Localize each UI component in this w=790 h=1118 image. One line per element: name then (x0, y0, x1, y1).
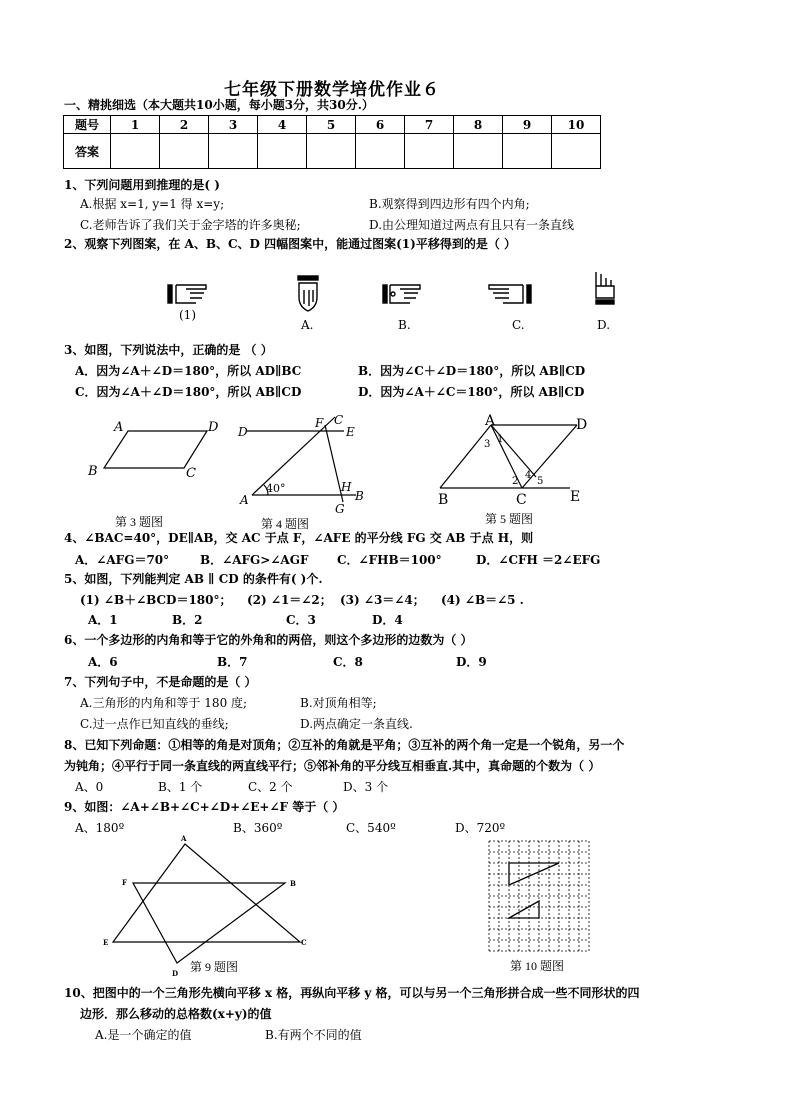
answer-cell[interactable] (552, 134, 601, 169)
question-5-condition-4: (4) ∠B＝∠5 . (441, 593, 524, 607)
label-option-c: C. (512, 318, 525, 332)
question-1-stem: 1、下列问题用到推理的是( ) (64, 178, 220, 192)
question-2-figures (0, 260, 790, 340)
pattern-b-hand-icon (383, 285, 420, 303)
fig5-angle-3: 3 (484, 439, 491, 450)
fig9-label-b: B (290, 879, 296, 888)
label-option-a: A. (301, 318, 314, 332)
question-number-cell: 3 (209, 116, 258, 134)
answer-label-cell: 答案 (64, 134, 111, 169)
question-6-option-d: D．9 (456, 655, 487, 669)
question-number-cell: 6 (356, 116, 405, 134)
fig3-label-b: B (88, 464, 98, 479)
fig5-angle-2: 2 (512, 476, 519, 487)
fig9-label-a: A (181, 834, 187, 843)
fig4-label-b: B (355, 489, 364, 503)
question-6-option-b: B．7 (217, 655, 248, 669)
fig9-label-f: F (122, 878, 127, 887)
fig3-label-d: D (208, 420, 219, 435)
fig4-label-c: C (334, 413, 344, 427)
question-5-condition-1: (1) ∠B＋∠BCD＝180°； (80, 593, 232, 607)
fig4-angle-label: 40° (266, 482, 286, 495)
fig4-label-g: G (335, 502, 345, 516)
question-10-line-1: 10、把图中的一个三角形先横向平移 x 格，再纵向平移 y 格，可以与另一个三角形拼合成一些不同形状的四 (64, 986, 640, 1000)
answer-cell[interactable] (160, 134, 209, 169)
question-number-cell: 1 (111, 116, 160, 134)
figure-4-caption: 第 4 题图 (261, 517, 310, 531)
answer-cell[interactable] (503, 134, 552, 169)
answer-cell[interactable] (405, 134, 454, 169)
question-10-option-b: B.有两个不同的值 (265, 1028, 362, 1042)
figure-5-caption: 第 5 题图 (485, 512, 534, 526)
question-3-option-c: C．因为∠A＋∠D＝180°，所以 AB∥CD (75, 385, 302, 399)
question-1-option-a: A.根据 x=1, y=1 得 x=y; (80, 197, 225, 211)
header-label-cell: 题号 (64, 116, 111, 134)
question-9-option-d: D、720º (455, 821, 506, 835)
question-8-option-b: B、1 个 (158, 780, 203, 794)
question-7-option-c: C.过一点作已知直线的垂线; (80, 717, 229, 731)
question-number-cell: 9 (503, 116, 552, 134)
question-9-option-b: B、360º (233, 821, 283, 835)
question-6-stem: 6、一个多边形的内角和等于它的外角和的两倍，则这个多边形的边数为（ ） (64, 633, 473, 647)
question-1-option-b: B.观察得到四边形有四个内角; (369, 197, 530, 211)
question-6-option-c: C．8 (333, 655, 363, 669)
question-4-option-a: A．∠AFG＝70° (75, 553, 170, 567)
question-5-stem: 5、如图，下列能判定 AB ∥ CD 的条件有( )个. (64, 572, 323, 586)
question-1-option-c: C.老师告诉了我们关于金字塔的许多奥秘; (80, 218, 301, 232)
fig3-label-a: A (114, 420, 124, 435)
pattern-a-hand-icon (298, 276, 318, 311)
answer-cell[interactable] (307, 134, 356, 169)
question-number-cell: 8 (454, 116, 503, 134)
fig5-label-a: A (485, 413, 496, 429)
question-number-cell: 5 (307, 116, 356, 134)
fig5-angle-1: 1 (497, 434, 504, 445)
fig5-label-c: C (516, 492, 527, 508)
page-title: 七年级下册数学培优作业６ (224, 80, 440, 100)
question-3-option-a: A．因为∠A＋∠D＝180°，所以 AD∥BC (75, 364, 302, 378)
figure-10-caption: 第 10 题图 (510, 959, 565, 973)
pattern-d-hand-icon (596, 272, 614, 304)
figure-10-grid (489, 841, 589, 951)
question-2-stem: 2、观察下列图案，在 A、B、C、D 四幅图案中，能通过图案(1)平移得到的是（ ） (64, 237, 517, 251)
label-option-b: B. (398, 318, 411, 332)
label-option-d: D. (597, 318, 611, 332)
figure-10-triangles (509, 863, 559, 918)
fig5-label-b: B (438, 492, 449, 508)
fig4-label-h: H (341, 480, 352, 494)
question-8-line-2: 为钝角；④平行于同一条直线的两直线平行；⑤邻补角的平分线互相垂直.其中，真命题的个数为（ ） (64, 759, 601, 773)
figure-9-star (113, 844, 300, 963)
question-4-option-d: D．∠CFH ＝2∠EFG (476, 553, 601, 567)
pattern-c-hand-icon (489, 285, 531, 303)
answer-cell[interactable] (111, 134, 160, 169)
question-4-stem: 4、∠BAC=40°，DE∥AB，交 AC 于点 F，∠AFE 的平分线 FG 交 AB 于点 H，则 (64, 531, 534, 545)
question-5-option-c: C．3 (286, 613, 316, 627)
question-6-option-a: A．6 (88, 655, 118, 669)
figure-5-lines (440, 425, 577, 488)
fig9-label-e: E (103, 938, 109, 947)
question-5-condition-3: (3) ∠3＝∠4； (340, 593, 425, 607)
fig5-label-d: D (576, 417, 588, 433)
figure-9-caption: 第 9 题图 (190, 960, 239, 974)
figure-4-lines (247, 417, 356, 502)
fig9-label-c: C (301, 938, 307, 947)
fig4-label-a: A (240, 493, 249, 507)
question-number-cell: 10 (552, 116, 601, 134)
figure-3-caption: 第 3 题图 (115, 515, 164, 529)
figures-9-10 (0, 835, 790, 980)
question-7-stem: 7、下列句子中，不是命题的是（ ） (64, 675, 257, 689)
question-10-option-a: A.是一个确定的值 (95, 1028, 192, 1042)
question-number-cell: 2 (160, 116, 209, 134)
question-5-option-a: A．1 (88, 613, 118, 627)
fig5-angle-4: 4 (525, 470, 532, 481)
question-9-option-c: C、540º (346, 821, 396, 835)
question-number-cell: 7 (405, 116, 454, 134)
label-pattern-1: (1) (179, 308, 196, 322)
fig3-label-c: C (186, 466, 196, 481)
answer-cell[interactable] (209, 134, 258, 169)
answer-cell[interactable] (356, 134, 405, 169)
figures-3-4-5 (0, 405, 790, 530)
answer-table-header-row (64, 116, 601, 134)
question-1-option-d: D.由公理知道过两点有且只有一条直线 (369, 218, 575, 232)
section-heading: 一、精挑细选（本大题共10小题，每小题3分，共30分.） (64, 98, 374, 112)
question-7-option-a: A.三角形的内角和等于 180 度; (80, 696, 248, 710)
question-8-option-a: A、0 (75, 780, 104, 794)
question-3-stem: 3、如图，下列说法中，正确的是 （ ） (64, 343, 273, 357)
fig5-label-e: E (570, 489, 581, 505)
fig4-label-f: F (315, 416, 324, 430)
question-number-cell: 4 (258, 116, 307, 134)
question-8-option-d: D、3 个 (343, 780, 389, 794)
question-4-option-c: C．∠FHB＝100° (337, 553, 442, 567)
question-10-line-2: 边形．那么移动的总格数(x+y)的值 (80, 1007, 272, 1021)
fig4-label-d: D (238, 425, 248, 439)
question-5-condition-2: (2) ∠1＝∠2； (247, 593, 332, 607)
figure-3-parallelogram (104, 431, 207, 468)
question-7-option-d: D.两点确定一条直线. (300, 717, 413, 731)
answer-cell[interactable] (258, 134, 307, 169)
question-3-option-d: D．因为∠A＋∠C＝180°，所以 AB∥CD (358, 385, 585, 399)
question-4-option-b: B．∠AFG>∠AGF (200, 553, 309, 567)
fig4-label-e: E (346, 425, 355, 439)
answer-table-answer-row (64, 134, 601, 169)
fig9-label-d: D (172, 969, 179, 978)
question-3-option-b: B．因为∠C＋∠D＝180°，所以 AB∥CD (358, 364, 586, 378)
fig5-angle-5: 5 (537, 476, 544, 487)
question-5-option-d: D．4 (372, 613, 403, 627)
answer-table (63, 115, 601, 169)
question-7-option-b: B.对顶角相等; (300, 696, 377, 710)
question-5-option-b: B．2 (172, 613, 203, 627)
question-9-stem: 9、如图：∠A+∠B+∠C+∠D+∠E+∠F 等于（ ） (64, 800, 345, 814)
question-9-option-a: A、180º (75, 821, 125, 835)
question-8-line-1: 8、已知下列命题：①相等的角是对顶角；②互补的角就是平角；③互补的两个角一定是一个锐角，另一个 (64, 738, 625, 752)
pattern-1-hand-icon (168, 285, 206, 303)
answer-cell[interactable] (454, 134, 503, 169)
question-8-option-c: C、2 个 (248, 780, 293, 794)
